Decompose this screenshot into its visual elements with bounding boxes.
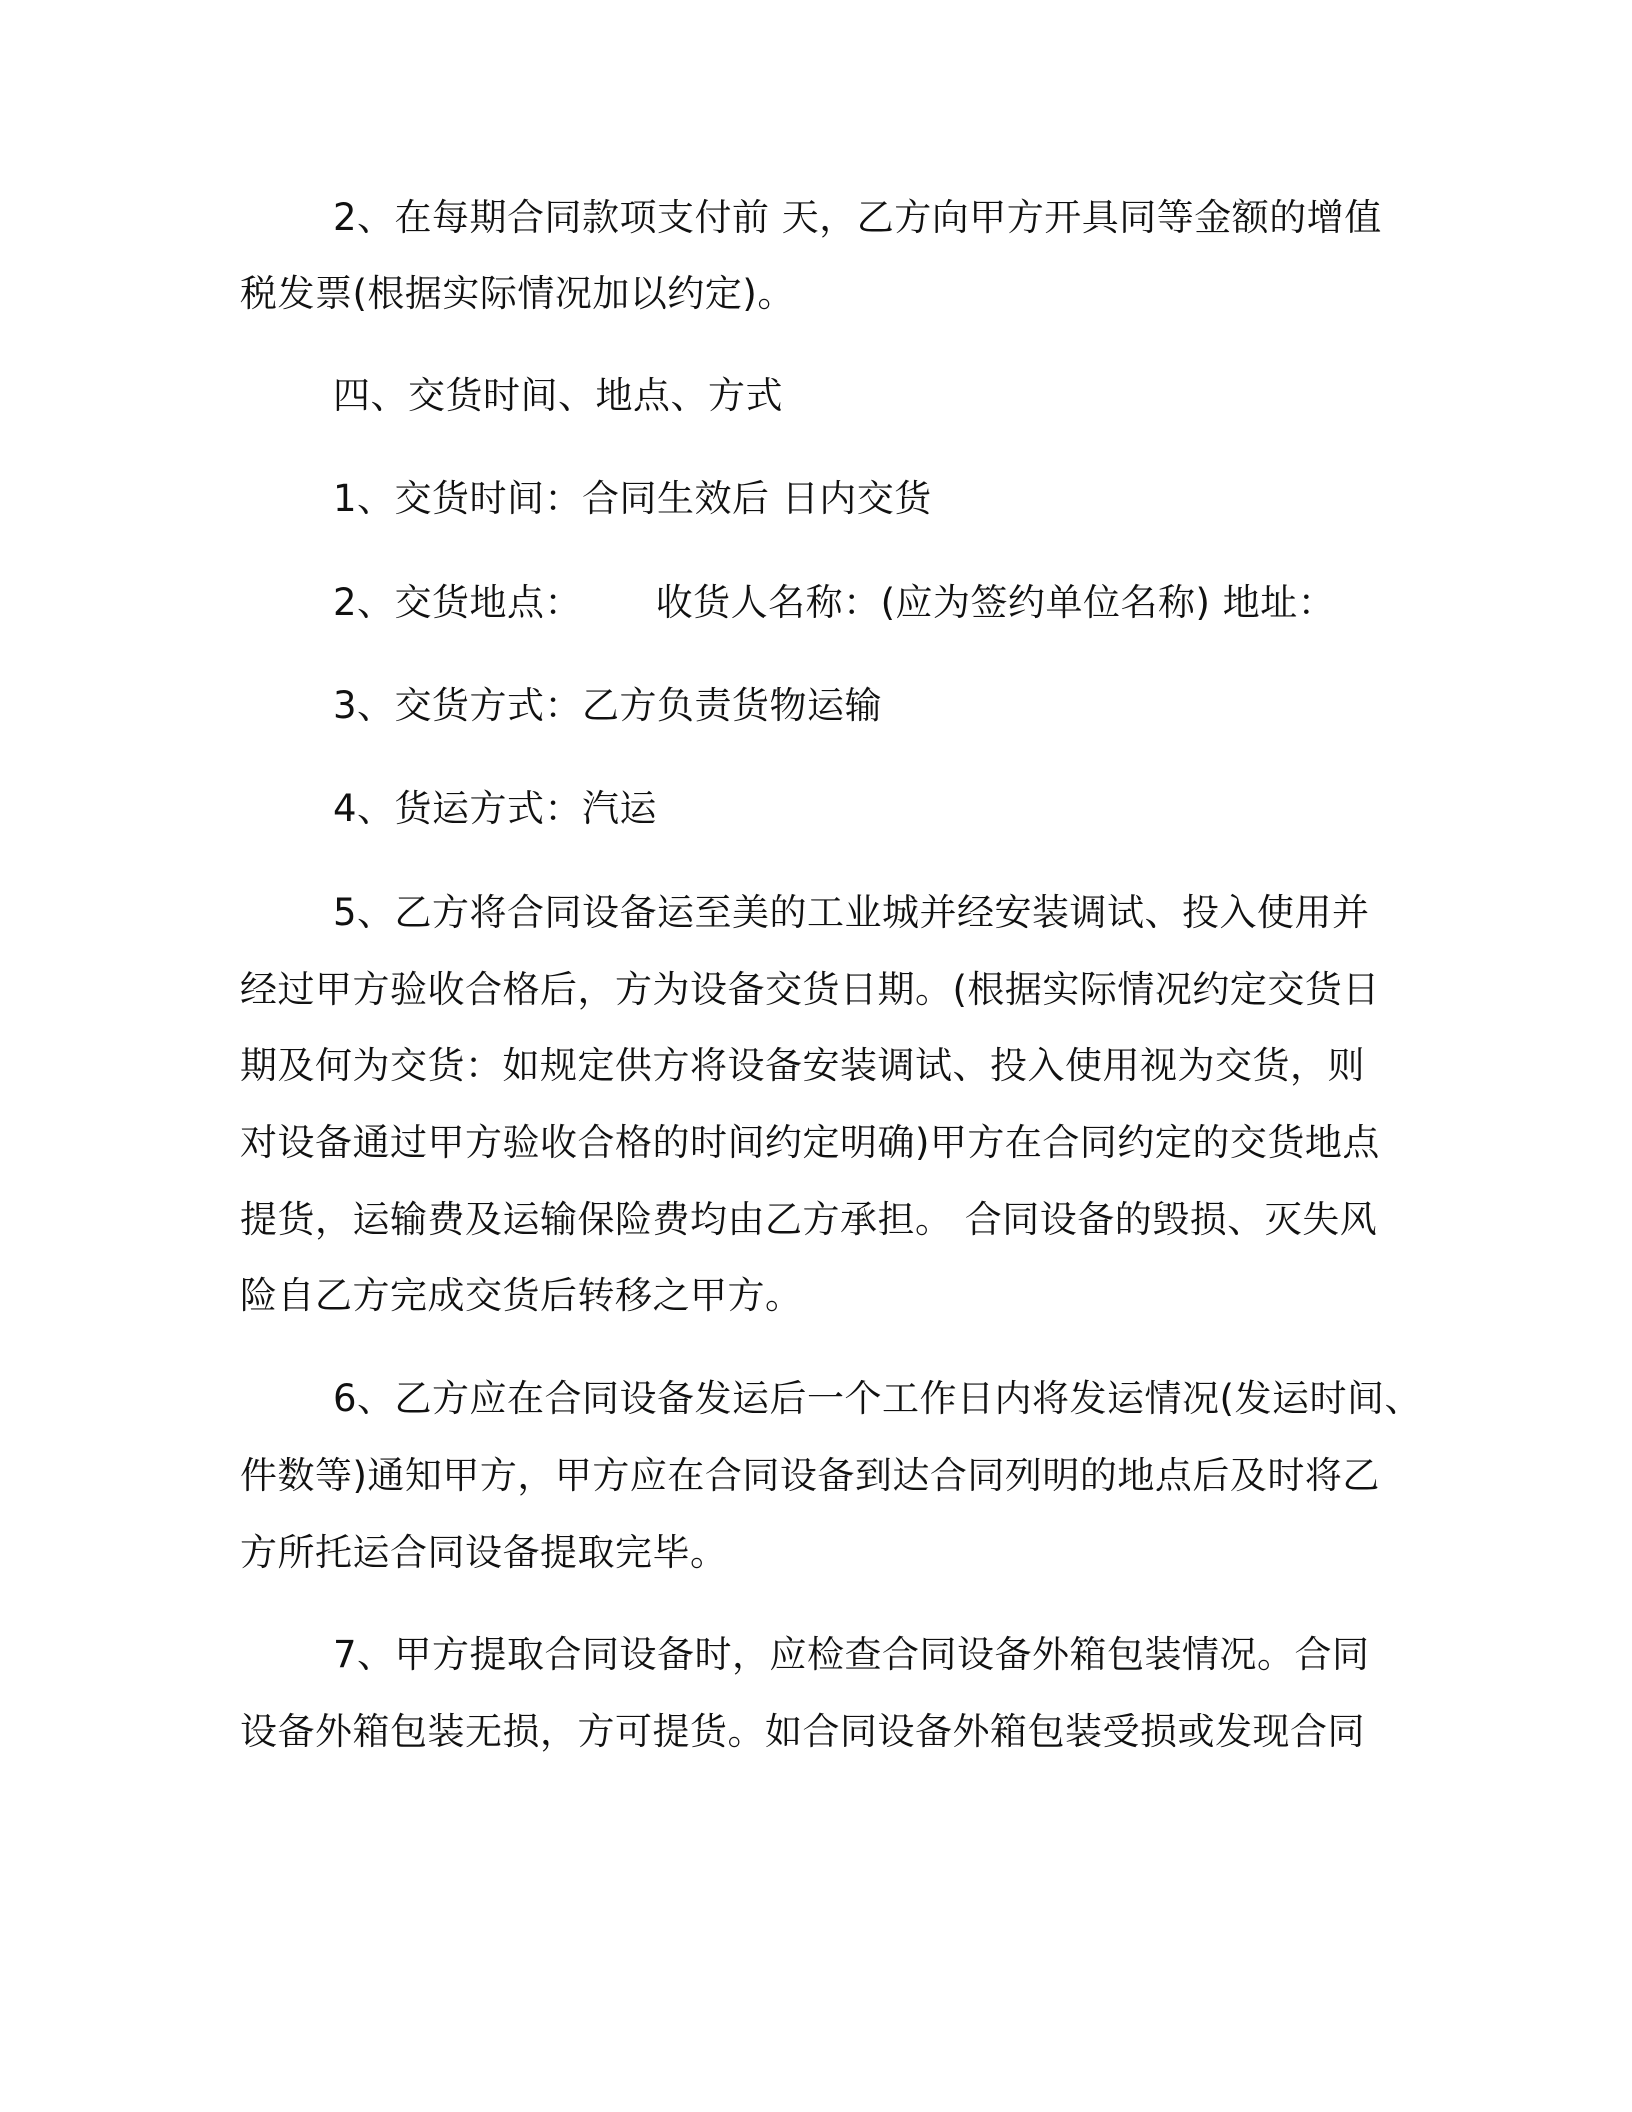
- text-line: 2、在每期合同款项支付前 天，乙方向甲方开具同等金额的增值: [333, 196, 1382, 239]
- section-heading: 四、交货时间、地点、方式: [333, 374, 783, 417]
- text-line: 件数等)通知甲方，甲方应在合同设备到达合同列明的地点后及时将乙: [240, 1454, 1380, 1497]
- text-line: 设备外箱包装无损，方可提货。如合同设备外箱包装受损或发现合同: [240, 1710, 1365, 1753]
- text-line: 险自乙方完成交货后转移之甲方。: [240, 1274, 803, 1317]
- text-line: 3、交货方式：乙方负责货物运输: [333, 684, 883, 727]
- text-line: 4、货运方式：汽运: [333, 787, 658, 830]
- text-line: 2、交货地点： 收货人名称：(应为签约单位名称) 地址：: [333, 581, 1336, 624]
- text-line: 税发票(根据实际情况加以约定)。: [240, 272, 795, 315]
- text-line: 7、甲方提取合同设备时，应检查合同设备外箱包装情况。合同: [333, 1633, 1370, 1676]
- text-line: 方所托运合同设备提取完毕。: [240, 1531, 728, 1574]
- text-line: 经过甲方验收合格后，方为设备交货日期。(根据实际情况约定交货日: [240, 968, 1380, 1011]
- text-line: 对设备通过甲方验收合格的时间约定明确)甲方在合同约定的交货地点: [240, 1121, 1380, 1164]
- text-line: 提货，运输费及运输保险费均由乙方承担。 合同设备的毁损、灭失风: [240, 1198, 1378, 1241]
- text-line: 6、乙方应在合同设备发运后一个工作日内将发运情况(发运时间、: [333, 1377, 1422, 1420]
- text-line: 期及何为交货：如规定供方将设备安装调试、投入使用视为交货，则: [240, 1044, 1365, 1087]
- text-line: 5、乙方将合同设备运至美的工业城并经安装调试、投入使用并: [333, 891, 1370, 934]
- text-line: 1、交货时间：合同生效后 日内交货: [333, 477, 932, 520]
